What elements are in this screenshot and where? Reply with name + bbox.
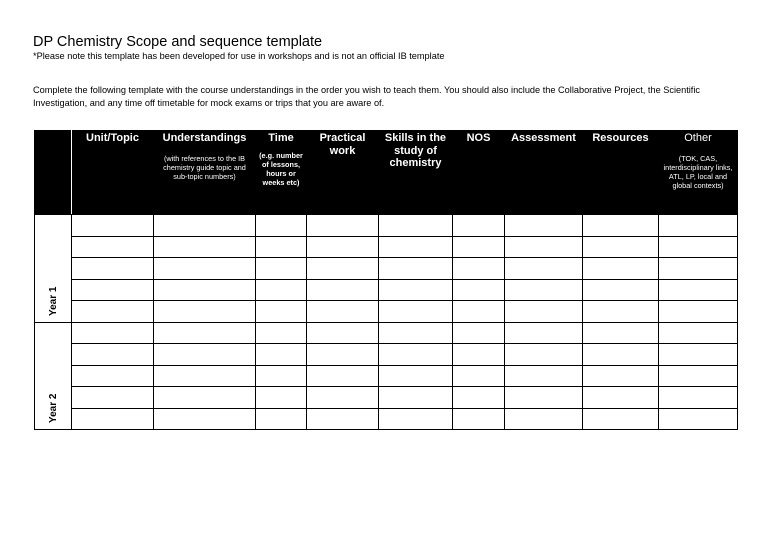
table-cell[interactable] <box>154 236 256 258</box>
table-row <box>35 322 738 344</box>
header-unit-topic <box>72 131 154 215</box>
table-cell[interactable] <box>453 387 505 409</box>
table-cell[interactable] <box>307 301 379 323</box>
table-row <box>35 215 738 237</box>
table-cell[interactable] <box>307 322 379 344</box>
table-cell[interactable] <box>505 279 583 301</box>
table-cell[interactable] <box>154 344 256 366</box>
header-row <box>35 131 738 215</box>
table-cell[interactable] <box>583 408 659 430</box>
column-label: Resources <box>592 132 649 144</box>
table-cell[interactable] <box>154 408 256 430</box>
table-cell[interactable] <box>72 322 154 344</box>
table-cell[interactable] <box>453 215 505 237</box>
table-cell[interactable] <box>154 387 256 409</box>
table-cell[interactable] <box>505 301 583 323</box>
column-sublabel: (TOK, CAS, interdisciplinary links, ATL, LP, local and global contexts) <box>663 153 733 191</box>
table-cell[interactable] <box>659 279 738 301</box>
header-understandings <box>154 131 256 215</box>
table-cell[interactable] <box>505 365 583 387</box>
header-resources <box>583 131 659 215</box>
table-cell[interactable] <box>453 301 505 323</box>
table-cell[interactable] <box>583 365 659 387</box>
year-2-cell <box>35 322 72 430</box>
table-cell[interactable] <box>505 236 583 258</box>
table-cell[interactable] <box>453 322 505 344</box>
table-cell[interactable] <box>505 322 583 344</box>
table-cell[interactable] <box>505 408 583 430</box>
table-cell[interactable] <box>659 408 738 430</box>
table-cell[interactable] <box>256 387 307 409</box>
table-cell[interactable] <box>659 344 738 366</box>
table-cell[interactable] <box>72 408 154 430</box>
table-cell[interactable] <box>583 301 659 323</box>
table-cell[interactable] <box>256 344 307 366</box>
table-cell[interactable] <box>307 344 379 366</box>
table-cell[interactable] <box>583 215 659 237</box>
table-cell[interactable] <box>256 258 307 280</box>
table-cell[interactable] <box>307 236 379 258</box>
table-cell[interactable] <box>505 387 583 409</box>
table-cell[interactable] <box>72 215 154 237</box>
column-label: NOS <box>466 132 491 144</box>
table-cell[interactable] <box>72 301 154 323</box>
table-cell[interactable] <box>256 215 307 237</box>
table-cell[interactable] <box>659 236 738 258</box>
table-cell[interactable] <box>154 365 256 387</box>
table-cell[interactable] <box>154 301 256 323</box>
table-cell[interactable] <box>453 365 505 387</box>
table-cell[interactable] <box>379 258 453 280</box>
table-cell[interactable] <box>379 236 453 258</box>
table-cell[interactable] <box>256 365 307 387</box>
table-cell[interactable] <box>659 215 738 237</box>
table-cell[interactable] <box>256 322 307 344</box>
table-cell[interactable] <box>256 301 307 323</box>
table-cell[interactable] <box>72 344 154 366</box>
table-cell[interactable] <box>379 387 453 409</box>
table-cell[interactable] <box>453 258 505 280</box>
table-cell[interactable] <box>583 322 659 344</box>
header-time <box>256 131 307 215</box>
table-cell[interactable] <box>72 279 154 301</box>
table-cell[interactable] <box>379 215 453 237</box>
table-cell[interactable] <box>379 344 453 366</box>
column-label: Unit/Topic <box>86 132 139 144</box>
table-cell[interactable] <box>256 279 307 301</box>
header-skills <box>379 131 453 215</box>
table-cell[interactable] <box>154 322 256 344</box>
table-cell[interactable] <box>659 365 738 387</box>
table-cell[interactable] <box>453 408 505 430</box>
document-title: DP Chemistry Scope and sequence template <box>33 34 323 50</box>
header-practical-work <box>307 131 379 215</box>
column-sublabel: (with references to the IB chemistry guide topic and sub-topic numbers) <box>163 153 246 182</box>
table-cell[interactable] <box>72 258 154 280</box>
year-1-cell <box>35 215 72 323</box>
header-year-cell <box>35 131 72 215</box>
table-cell[interactable] <box>154 279 256 301</box>
table-cell[interactable] <box>659 322 738 344</box>
table-cell[interactable] <box>307 408 379 430</box>
column-label: Other <box>684 132 712 144</box>
table-cell[interactable] <box>583 279 659 301</box>
table-cell[interactable] <box>72 387 154 409</box>
table-row <box>35 258 738 280</box>
table-cell[interactable] <box>453 236 505 258</box>
table-cell[interactable] <box>72 236 154 258</box>
column-label: Time <box>268 132 294 144</box>
table-row <box>35 279 738 301</box>
table-cell[interactable] <box>307 258 379 280</box>
column-label: Understandings <box>162 132 247 144</box>
header-other <box>659 131 738 215</box>
table-cell[interactable] <box>453 344 505 366</box>
column-label: Skills in the study of chemistry <box>384 132 447 169</box>
table-cell[interactable] <box>379 279 453 301</box>
table-cell[interactable] <box>505 258 583 280</box>
scope-sequence-table <box>34 130 738 430</box>
table-cell[interactable] <box>154 258 256 280</box>
table-row <box>35 344 738 366</box>
table-cell[interactable] <box>659 301 738 323</box>
table-cell[interactable] <box>379 322 453 344</box>
header-nos <box>453 131 505 215</box>
table-cell[interactable] <box>307 387 379 409</box>
table-cell[interactable] <box>154 215 256 237</box>
table-cell[interactable] <box>307 365 379 387</box>
table-cell[interactable] <box>505 344 583 366</box>
table-cell[interactable] <box>307 279 379 301</box>
column-sublabel: (e.g. number of lessons, hours or weeks etc) <box>259 150 303 188</box>
table-cell[interactable] <box>379 408 453 430</box>
year-1-label: Year 1 <box>48 286 59 316</box>
table-cell[interactable] <box>256 408 307 430</box>
table-row <box>35 387 738 409</box>
table-cell[interactable] <box>72 365 154 387</box>
column-label: Assessment <box>511 132 576 144</box>
table-row <box>35 408 738 430</box>
table-cell[interactable] <box>453 279 505 301</box>
instructions-paragraph: Complete the following template with the course understandings in the order you wish to teach them. You should also include the Collaborative Project, the Scientific Investigation, and any time off timetable for mock exams or trips that you are aware of. <box>33 85 700 108</box>
table-row <box>35 365 738 387</box>
table-cell[interactable] <box>505 215 583 237</box>
year-2-label: Year 2 <box>48 393 59 423</box>
table-row <box>35 236 738 258</box>
table-cell[interactable] <box>379 365 453 387</box>
table-cell[interactable] <box>379 301 453 323</box>
table-cell[interactable] <box>583 387 659 409</box>
column-label: Practical work <box>319 132 366 157</box>
table-cell[interactable] <box>256 236 307 258</box>
table-cell[interactable] <box>583 344 659 366</box>
table-cell[interactable] <box>307 215 379 237</box>
disclaimer-note: *Please note this template has been developed for use in workshops and is not an official IB template <box>33 51 445 61</box>
table-cell[interactable] <box>583 258 659 280</box>
table-cell[interactable] <box>659 258 738 280</box>
header-assessment <box>505 131 583 215</box>
table-cell[interactable] <box>583 236 659 258</box>
table-cell[interactable] <box>659 387 738 409</box>
table-row <box>35 301 738 323</box>
